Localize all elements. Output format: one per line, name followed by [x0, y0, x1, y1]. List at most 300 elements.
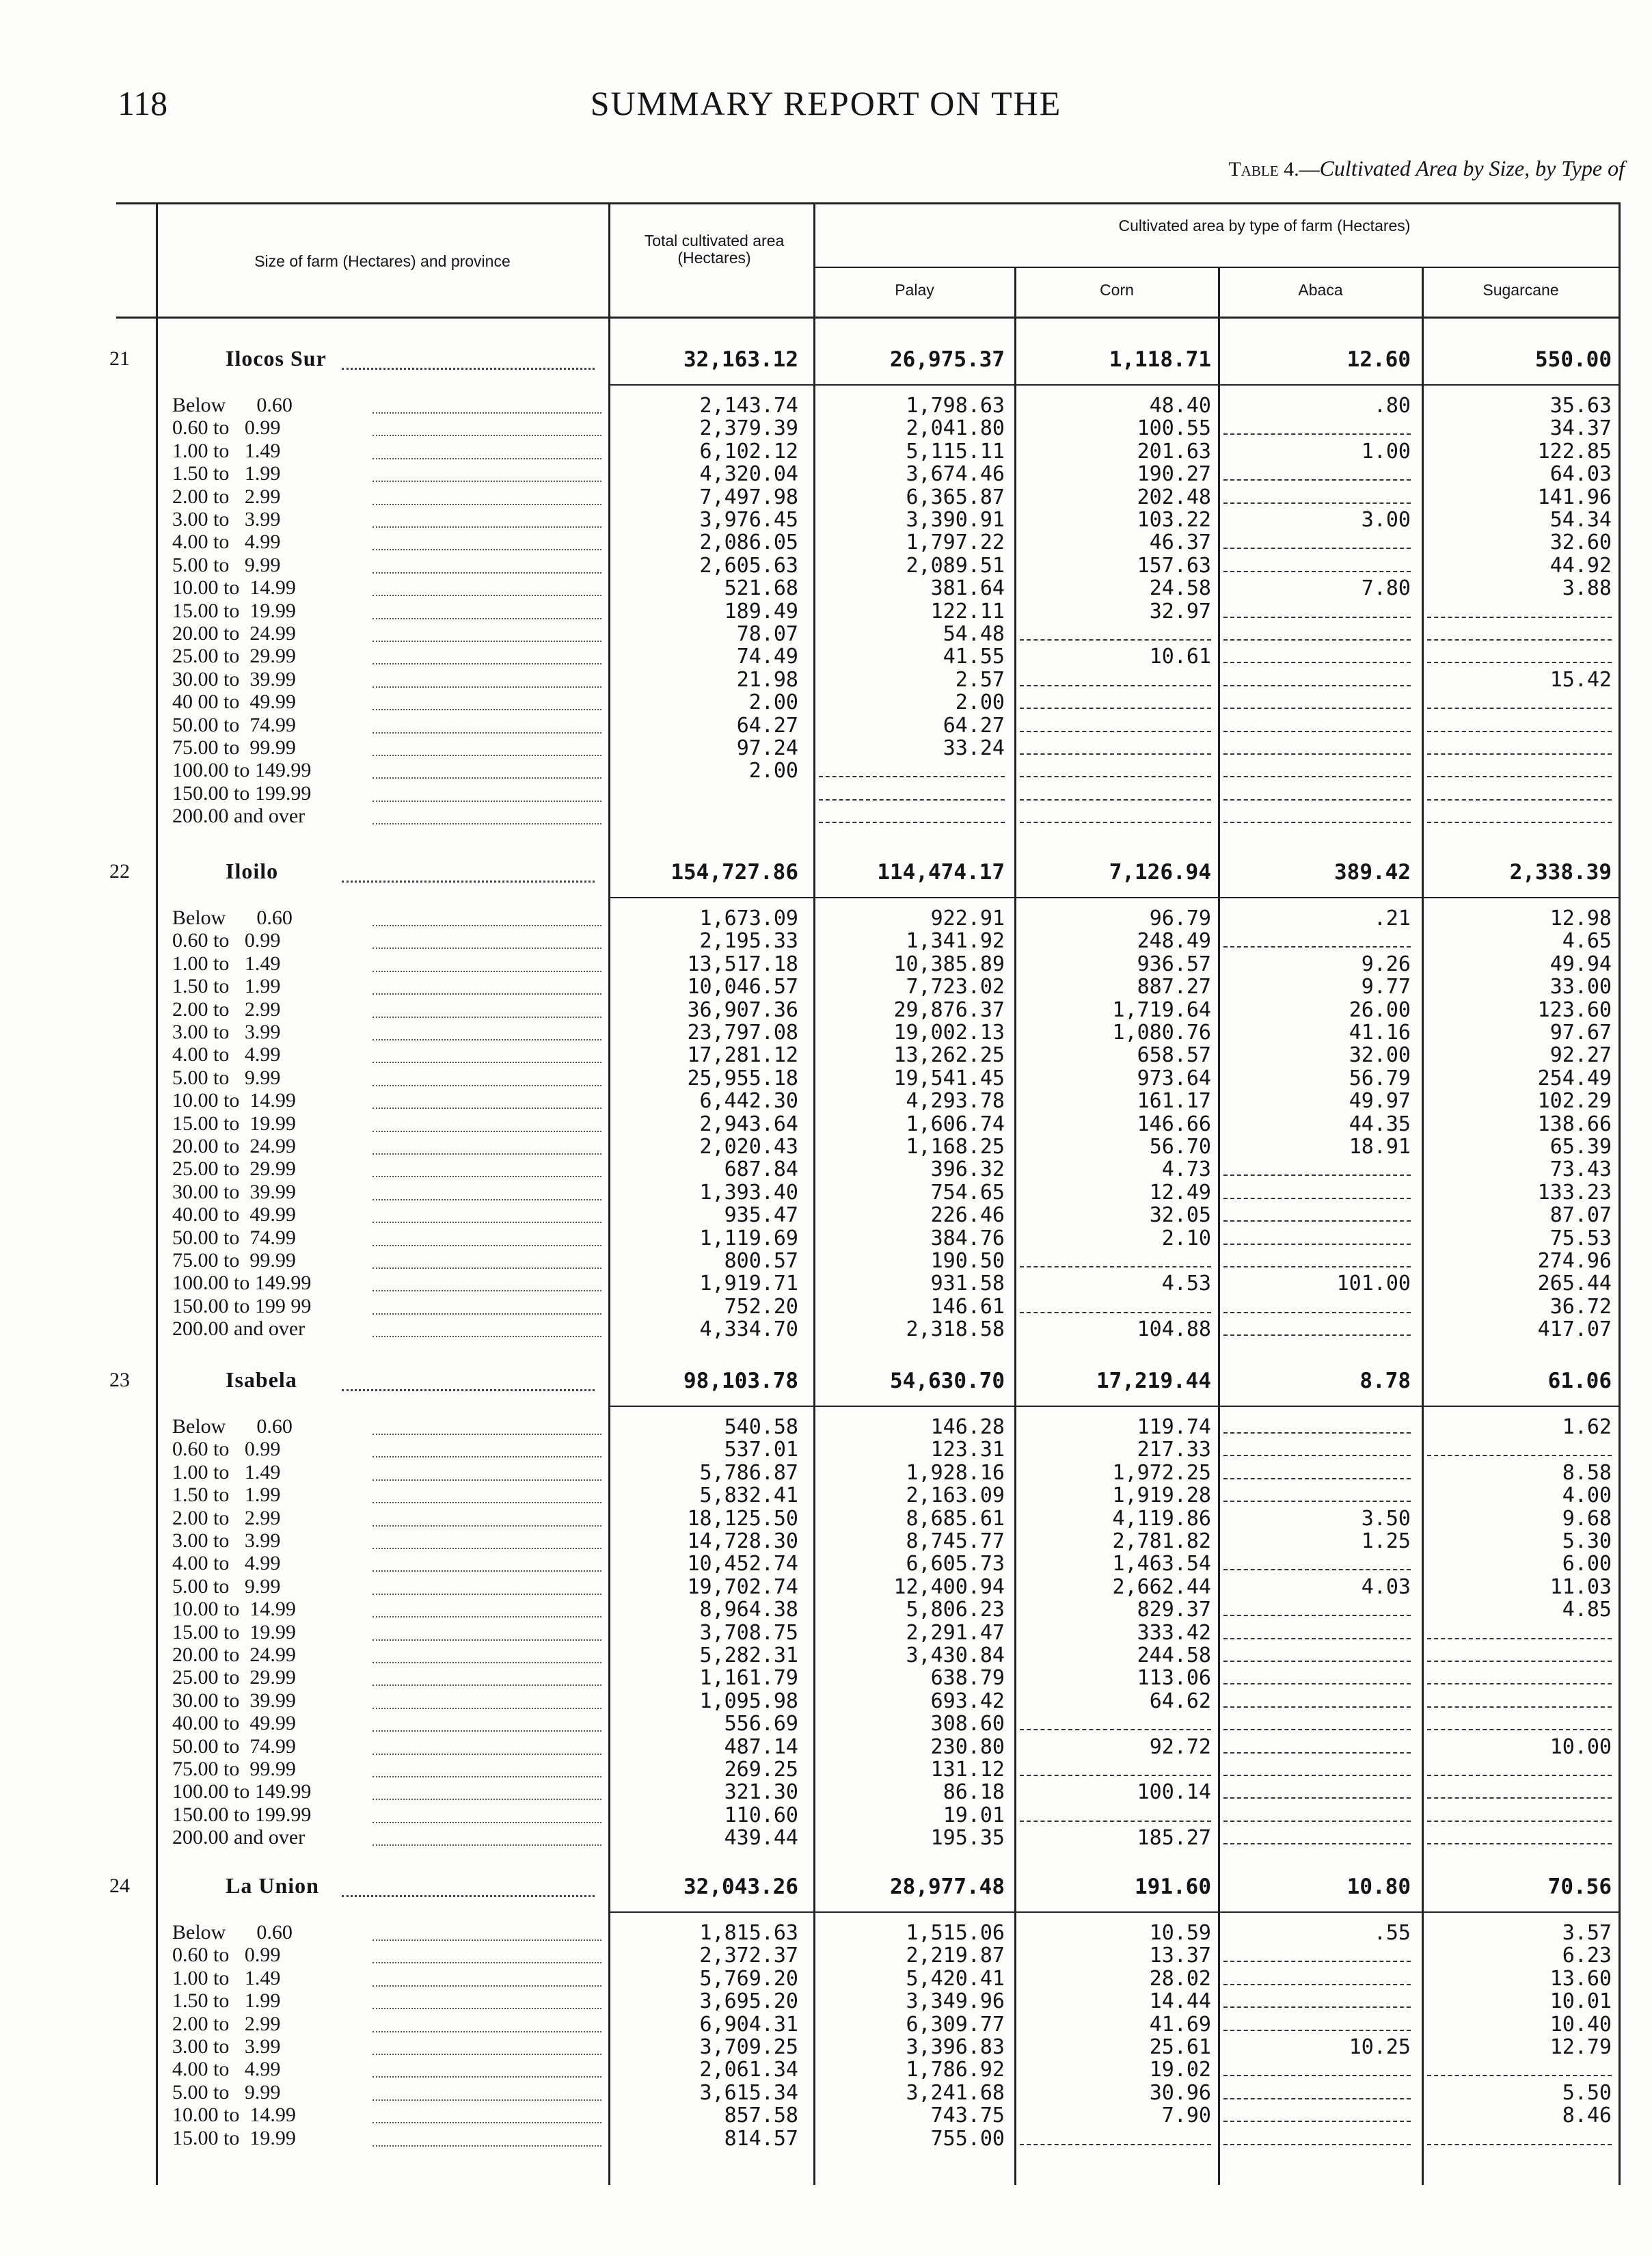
leader-dots	[373, 1684, 601, 1686]
table-cell: 49.97	[1349, 1089, 1411, 1114]
size-column-header: Size of farm (Hectares) and province	[254, 252, 511, 270]
table-cell: 6,365.87	[906, 485, 1005, 509]
leader-dots	[373, 2099, 601, 2101]
empty-cell-dash	[1223, 2144, 1411, 2145]
empty-cell-dash	[1223, 639, 1411, 641]
size-class-label: 1.00 to 1.49	[172, 1460, 281, 1483]
table-cell: 2.57	[955, 667, 1005, 692]
section-number: 23	[109, 1369, 130, 1391]
size-class-label: 50.00 to 74.99	[172, 1226, 296, 1249]
leader-dots	[373, 1799, 601, 1800]
group-header-rule	[813, 267, 1620, 268]
table-cell: 1,919.71	[699, 1272, 798, 1296]
table-cell: 248.49	[1137, 929, 1211, 954]
empty-cell-dash	[1020, 1266, 1211, 1267]
empty-cell-dash	[1020, 708, 1211, 709]
header-bottom-rule	[116, 317, 1620, 319]
empty-cell-dash	[1223, 1501, 1411, 1502]
table-cell: 5,115.11	[906, 439, 1005, 464]
size-class-label: 2.00 to 2.99	[172, 997, 281, 1021]
column-rule	[1014, 267, 1016, 2185]
empty-cell-dash	[1223, 502, 1411, 504]
table-cell: 693.42	[930, 1689, 1005, 1713]
table-cell: .21	[1373, 907, 1411, 930]
size-class-label: Below 0.60	[172, 394, 293, 416]
leader-dots	[373, 1662, 601, 1663]
table-cell: 687.84	[724, 1157, 798, 1182]
empty-cell-dash	[1223, 1569, 1411, 1570]
table-cell: 13,517.18	[687, 952, 798, 976]
empty-cell-dash	[1223, 1775, 1411, 1776]
table-cell: 10,385.89	[893, 952, 1005, 976]
empty-cell-dash	[1223, 1312, 1411, 1313]
leader-dots	[373, 1456, 601, 1458]
table-cell: 157.63	[1137, 553, 1211, 578]
table-cell: 33.24	[943, 736, 1005, 760]
leader-dots	[342, 1895, 595, 1897]
table-cell: 1,161.79	[699, 1666, 798, 1691]
leader-dots	[373, 2145, 601, 2147]
empty-cell-dash	[1223, 1334, 1411, 1336]
table-cell: 122.11	[930, 599, 1005, 623]
leader-dots	[373, 1479, 601, 1481]
table-cell: 4,334.70	[699, 1317, 798, 1342]
table-cell: 540.58	[724, 1415, 798, 1439]
size-class-label: 30.00 to 39.99	[172, 667, 296, 690]
size-class-label: 50.00 to 74.99	[172, 1734, 296, 1758]
leader-dots	[342, 881, 595, 883]
table-cell: 17,281.12	[687, 1043, 798, 1068]
empty-cell-dash	[1223, 822, 1411, 823]
table-cell: 217.33	[1137, 1438, 1211, 1462]
table-cell: 131.12	[930, 1758, 1005, 1782]
leader-dots	[373, 1525, 601, 1527]
table-cell: 3,709.25	[699, 2035, 798, 2059]
total-rule	[608, 1406, 1620, 1407]
table-cell: 32.05	[1149, 1203, 1211, 1228]
table-cell: 14.44	[1149, 1989, 1211, 2014]
table-cell: 1,928.16	[906, 1460, 1005, 1485]
table-cell: 202.48	[1137, 485, 1211, 509]
empty-cell-dash	[1223, 1198, 1411, 1199]
size-class-label: 200.00 and over	[172, 1317, 306, 1341]
size-class-label: 2.00 to 2.99	[172, 2012, 281, 2035]
size-class-label: 200.00 and over	[172, 1826, 306, 1849]
table-cell: 1,463.54	[1112, 1552, 1211, 1576]
empty-cell-dash	[1223, 1220, 1411, 1222]
empty-cell-dash	[1020, 753, 1211, 755]
table-cell: 28.02	[1149, 1966, 1211, 1991]
leader-dots	[373, 2076, 601, 2078]
table-cell: 6,442.30	[699, 1089, 798, 1114]
table-cell: 3,396.83	[906, 2035, 1005, 2059]
table-cell: 1.00	[1361, 439, 1411, 464]
leader-dots	[373, 1039, 601, 1040]
leader-dots	[373, 1199, 601, 1200]
table-cell: 13,262.25	[893, 1043, 1005, 1068]
table-cell: 4,293.78	[906, 1089, 1005, 1114]
empty-cell-dash	[1223, 1706, 1411, 1708]
total-rule	[608, 1911, 1620, 1913]
province-total-cell: 17,219.44	[1096, 1369, 1211, 1393]
size-class-label: 3.00 to 3.99	[172, 1529, 281, 1552]
table-cell: 119.74	[1137, 1415, 1211, 1439]
table-cell: 3,615.34	[699, 2080, 798, 2105]
province-total-cell: 7,126.94	[1109, 860, 1211, 885]
table-cell: 146.28	[930, 1415, 1005, 1439]
table-cell: 4.03	[1361, 1574, 1411, 1599]
empty-cell-dash	[1020, 731, 1211, 732]
leader-dots	[373, 1822, 601, 1823]
size-class-label: 75.00 to 99.99	[172, 736, 296, 759]
table-cell: 46.37	[1149, 531, 1211, 555]
empty-cell-dash	[1427, 1821, 1612, 1822]
table-cell: 13.37	[1149, 1944, 1211, 1968]
table-cell: 3,976.45	[699, 508, 798, 532]
leader-dots	[373, 2008, 601, 2009]
table-cell: 2,781.82	[1112, 1529, 1211, 1553]
table-cell: 103.22	[1137, 508, 1211, 532]
table-cell: 12.49	[1149, 1180, 1211, 1205]
province-total-cell: 191.60	[1135, 1875, 1211, 1899]
table-cell: 556.69	[724, 1712, 798, 1736]
table-cell: 743.75	[930, 2104, 1005, 2128]
table-cell: 265.44	[1537, 1272, 1612, 1296]
table-cell: 54.48	[943, 622, 1005, 646]
table-cell: 6,102.12	[699, 439, 798, 464]
table-cell: 32.60	[1549, 531, 1612, 555]
empty-cell-dash	[1427, 2144, 1612, 2145]
leader-dots	[373, 504, 601, 505]
size-class-label: 150.00 to 199.99	[172, 1803, 312, 1826]
table-cell: 35.63	[1549, 394, 1612, 418]
empty-cell-dash	[1223, 1683, 1411, 1684]
leader-dots	[373, 732, 601, 734]
table-cell: 92.72	[1149, 1734, 1211, 1759]
size-class-label: 4.00 to 4.99	[172, 1043, 281, 1066]
table-cell: 4.73	[1161, 1157, 1211, 1182]
size-class-label: 75.00 to 99.99	[172, 1758, 296, 1780]
empty-cell-dash	[1223, 1797, 1411, 1799]
leader-dots	[373, 1844, 601, 1846]
table-cell: 814.57	[724, 2126, 798, 2151]
empty-cell-dash	[1223, 548, 1411, 549]
empty-cell-dash	[1223, 799, 1411, 801]
table-cell: 49.94	[1549, 952, 1612, 976]
table-cell: 2,143.74	[699, 394, 798, 418]
size-class-label: 1.50 to 1.99	[172, 462, 281, 485]
table-cell: 829.37	[1137, 1598, 1211, 1622]
table-cell: 935.47	[724, 1203, 798, 1228]
table-cell: 54.34	[1549, 508, 1612, 532]
empty-cell-dash	[1223, 946, 1411, 948]
table-cell: 3.00	[1361, 508, 1411, 532]
table-cell: 1,168.25	[906, 1135, 1005, 1159]
empty-cell-dash	[819, 799, 1005, 801]
empty-cell-dash	[819, 822, 1005, 823]
table-cell: 2.00	[748, 759, 798, 783]
leader-dots	[373, 2031, 601, 2032]
leader-dots	[373, 777, 601, 779]
section-number: 22	[109, 860, 130, 883]
table-cell: 41.69	[1149, 2012, 1211, 2037]
palay-column-header: Palay	[895, 281, 934, 299]
size-class-label: 0.60 to 0.99	[172, 929, 281, 952]
size-class-label: 1.00 to 1.49	[172, 952, 281, 975]
table-cell: 2,020.43	[699, 1135, 798, 1159]
empty-cell-dash	[1427, 1638, 1612, 1639]
leader-dots	[373, 1267, 601, 1269]
table-cell: 10.01	[1549, 1989, 1612, 2014]
table-cell: 185.27	[1137, 1826, 1211, 1851]
table-cell: 2,041.80	[906, 416, 1005, 441]
table-cell: 1,919.28	[1112, 1483, 1211, 1508]
size-class-label: Below 0.60	[172, 907, 293, 929]
size-class-label: 25.00 to 29.99	[172, 645, 296, 668]
leader-dots	[342, 368, 595, 370]
table-cell: 19,541.45	[893, 1066, 1005, 1090]
size-class-label: 40 00 to 49.99	[172, 690, 296, 714]
size-class-label: 5.00 to 9.99	[172, 1066, 281, 1089]
province-total-cell: 28,977.48	[890, 1875, 1005, 1899]
size-class-label: 4.00 to 4.99	[172, 531, 281, 554]
leader-dots	[373, 823, 601, 824]
leader-dots	[373, 458, 601, 459]
leader-dots	[373, 1754, 601, 1755]
table-cell: 44.35	[1349, 1112, 1411, 1136]
empty-cell-dash	[1020, 1312, 1211, 1313]
size-class-label: 1.00 to 1.49	[172, 1966, 281, 1989]
table-cell: 75.53	[1549, 1226, 1612, 1250]
size-class-label: 15.00 to 19.99	[172, 1112, 296, 1135]
size-class-label: 150.00 to 199 99	[172, 1294, 312, 1317]
table-cell: 3.50	[1361, 1506, 1411, 1531]
table-cell: 3.88	[1562, 576, 1612, 601]
size-class-label: 3.00 to 3.99	[172, 508, 281, 531]
empty-cell-dash	[1427, 639, 1612, 641]
size-class-label: 4.00 to 4.99	[172, 2058, 281, 2081]
size-class-label: 1.50 to 1.99	[172, 975, 281, 998]
leader-dots	[373, 595, 601, 596]
table-cell: 18.91	[1349, 1135, 1411, 1159]
page-title: SUMMARY REPORT ON THE	[590, 84, 1062, 122]
size-class-label: 5.00 to 9.99	[172, 553, 281, 576]
province-total-cell: 32,043.26	[683, 1875, 798, 1899]
table-cell: 2,195.33	[699, 929, 798, 954]
table-cell: 5.30	[1562, 1529, 1612, 1553]
leader-dots	[373, 2122, 601, 2123]
size-class-label: 150.00 to 199.99	[172, 781, 312, 805]
table-cell: 274.96	[1537, 1249, 1612, 1273]
table-cell: 754.65	[930, 1180, 1005, 1205]
leader-dots	[373, 1639, 601, 1641]
table-cell: 21.98	[736, 667, 798, 692]
leader-dots	[373, 572, 601, 574]
table-top-rule	[116, 202, 1620, 204]
table-cell: 123.31	[930, 1438, 1005, 1462]
table-cell: 8,745.77	[906, 1529, 1005, 1553]
table-cell: 638.79	[930, 1666, 1005, 1691]
table-title	[1228, 156, 1625, 181]
section-number: 21	[109, 347, 130, 370]
province-total-cell: 154,727.86	[671, 860, 798, 885]
leader-dots	[373, 412, 601, 414]
page-number: 118	[118, 84, 168, 122]
empty-cell-dash	[1427, 731, 1612, 732]
empty-cell-dash	[1223, 617, 1411, 618]
leader-dots	[373, 1434, 601, 1435]
empty-cell-dash	[1223, 1638, 1411, 1639]
table-cell: 755.00	[930, 2126, 1005, 2151]
table-cell: 2,662.44	[1112, 1574, 1211, 1599]
table-cell: 29,876.37	[893, 997, 1005, 1022]
leader-dots	[373, 971, 601, 972]
empty-cell-dash	[1223, 1752, 1411, 1754]
size-class-label: 3.00 to 3.99	[172, 1021, 281, 1043]
table-cell: 10.61	[1149, 645, 1211, 669]
empty-cell-dash	[1427, 2075, 1612, 2076]
table-cell: 5.50	[1562, 2080, 1612, 2105]
leader-dots	[373, 1017, 601, 1018]
table-cell: 12.79	[1549, 2035, 1612, 2059]
table-cell: 56.70	[1149, 1135, 1211, 1159]
table-title-prefix: Table 4.—	[1228, 158, 1320, 180]
column-rule	[156, 202, 158, 2185]
leader-dots	[373, 1062, 601, 1063]
table-cell: 417.07	[1537, 1317, 1612, 1342]
type-group-header: Cultivated area by type of farm (Hectares)	[1118, 217, 1411, 234]
table-cell: 41.55	[943, 645, 1005, 669]
empty-cell-dash	[1223, 1729, 1411, 1730]
table-cell: 190.27	[1137, 462, 1211, 487]
table-cell: 226.46	[930, 1203, 1005, 1228]
leader-dots	[373, 1107, 601, 1109]
table-cell: 1,815.63	[699, 1921, 798, 1945]
table-cell: 6.00	[1562, 1552, 1612, 1576]
empty-cell-dash	[1020, 822, 1211, 823]
province-total-cell: 54,630.70	[890, 1369, 1005, 1393]
table-cell: 1,393.40	[699, 1180, 798, 1205]
table-cell: 308.60	[930, 1712, 1005, 1736]
table-cell: 5,832.41	[699, 1483, 798, 1508]
table-cell: .80	[1373, 394, 1411, 418]
table-cell: 3,430.84	[906, 1643, 1005, 1667]
empty-cell-dash	[1020, 799, 1211, 801]
table-cell: 2,943.64	[699, 1112, 798, 1136]
table-cell: 10.59	[1149, 1921, 1211, 1945]
empty-cell-dash	[1427, 1455, 1612, 1456]
table-cell: 1,797.22	[906, 531, 1005, 555]
table-cell: 9.68	[1562, 1506, 1612, 1531]
leader-dots	[373, 1616, 601, 1617]
column-rule	[1422, 267, 1424, 2185]
table-cell: 10,046.57	[687, 975, 798, 999]
empty-cell-dash	[1223, 776, 1411, 777]
empty-cell-dash	[1223, 1244, 1411, 1245]
province-total-cell: 114,474.17	[877, 860, 1005, 885]
leader-dots	[373, 1594, 601, 1595]
empty-cell-dash	[1223, 685, 1411, 686]
leader-dots	[373, 1153, 601, 1155]
table-cell: 18,125.50	[687, 1506, 798, 1531]
section-number: 24	[109, 1875, 130, 1897]
table-cell: 2,089.51	[906, 553, 1005, 578]
size-class-label: 20.00 to 24.99	[172, 1135, 296, 1157]
table-cell: 12.98	[1549, 907, 1612, 930]
size-class-label: 20.00 to 24.99	[172, 622, 296, 645]
table-cell: 1.62	[1562, 1415, 1612, 1439]
table-cell: 658.57	[1137, 1043, 1211, 1068]
table-cell: 11.03	[1549, 1574, 1612, 1599]
table-cell: 5,806.23	[906, 1598, 1005, 1622]
table-cell: 19,702.74	[687, 1574, 798, 1599]
size-class-label: 10.00 to 14.99	[172, 1598, 296, 1621]
size-class-label: 10.00 to 14.99	[172, 1089, 296, 1112]
table-cell: 1,095.98	[699, 1689, 798, 1713]
table-cell: 146.66	[1137, 1112, 1211, 1136]
empty-cell-dash	[1223, 1961, 1411, 1962]
empty-cell-dash	[1223, 2121, 1411, 2122]
table-cell: 3,708.75	[699, 1620, 798, 1645]
size-class-label: 1.00 to 1.49	[172, 439, 281, 462]
size-class-label: 1.50 to 1.99	[172, 1989, 281, 2013]
table-cell: 96.79	[1149, 907, 1211, 930]
empty-cell-dash	[1020, 685, 1211, 686]
table-cell: 7.80	[1361, 576, 1411, 601]
province-name: Iloilo	[226, 859, 279, 883]
table-cell: 1.25	[1361, 1529, 1411, 1553]
size-class-label: 75.00 to 99.99	[172, 1249, 296, 1272]
size-class-label: 2.00 to 2.99	[172, 1506, 281, 1529]
table-cell: 101.00	[1336, 1272, 1411, 1296]
table-cell: 5,786.87	[699, 1460, 798, 1485]
table-cell: 3,349.96	[906, 1989, 1005, 2014]
size-class-label: 20.00 to 24.99	[172, 1643, 296, 1666]
table-cell: 102.29	[1537, 1089, 1612, 1114]
table-cell: 195.35	[930, 1826, 1005, 1851]
leader-dots	[373, 993, 601, 995]
table-cell: 33.00	[1549, 975, 1612, 999]
table-cell: 5,420.41	[906, 1966, 1005, 1991]
leader-dots	[373, 435, 601, 436]
table-cell: 110.60	[724, 1803, 798, 1827]
table-cell: 321.30	[724, 1780, 798, 1805]
table-cell: 97.24	[736, 736, 798, 760]
empty-cell-dash	[1427, 822, 1612, 823]
size-class-label: 40.00 to 49.99	[172, 1203, 296, 1226]
empty-cell-dash	[1223, 2075, 1411, 2076]
table-cell: 396.32	[930, 1157, 1005, 1182]
table-cell: 78.07	[736, 622, 798, 646]
size-class-label: 4.00 to 4.99	[172, 1552, 281, 1575]
table-cell: 487.14	[724, 1734, 798, 1759]
size-class-label: 30.00 to 39.99	[172, 1180, 296, 1203]
empty-cell-dash	[1223, 2030, 1411, 2031]
table-cell: 34.37	[1549, 416, 1612, 441]
leader-dots	[373, 549, 601, 550]
province-total-cell: 12.60	[1346, 347, 1411, 372]
table-cell: 537.01	[724, 1438, 798, 1462]
leader-dots	[373, 526, 601, 528]
table-cell: 13.60	[1549, 1966, 1612, 1991]
size-class-label: 10.00 to 14.99	[172, 576, 296, 600]
empty-cell-dash	[1427, 1683, 1612, 1684]
table-cell: 254.49	[1537, 1066, 1612, 1090]
table-cell: 7,497.98	[699, 485, 798, 509]
province-total-cell: 2,338.39	[1509, 860, 1612, 885]
table-cell: 48.40	[1149, 394, 1211, 418]
table-cell: 6.23	[1562, 1944, 1612, 1968]
